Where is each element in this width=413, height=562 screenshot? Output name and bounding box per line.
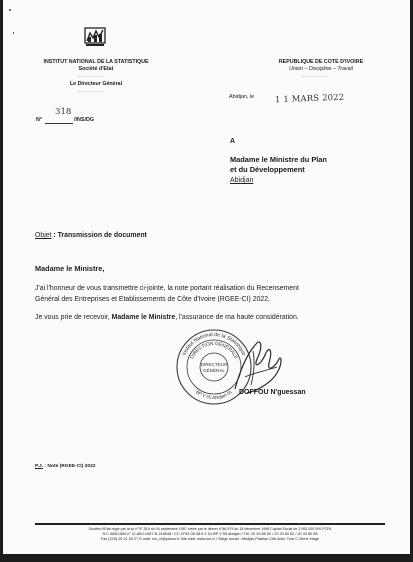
recipient-to: A (230, 138, 236, 145)
header-separator: --------------- (77, 88, 103, 93)
enclosure-line (35, 464, 96, 469)
scan-mark (9, 9, 11, 11)
scan-mark (13, 32, 14, 34)
stamp-outer-top: Institut National de la Statistique (181, 331, 247, 357)
paragraph-1-line-1: J'ai l'honneur de vous transmettre ci-jointe, la note portant réalisation du Recensement (35, 285, 299, 292)
letter-page (3, 0, 410, 554)
stamp-center-2: GÉNÉRAL (203, 368, 225, 373)
date-place: Abidjan, le (229, 94, 255, 100)
footer-line-2: R.C ABIDJAN n° CI-ABJ-1997-B-218548 / CC N°92-08.38.6 X 01 BP V 55 Abidjan / Tél. 20 33 88 60 / 20 33 80 62 / 20 33 80 58 (102, 532, 318, 536)
recipient-line-1: Madame le Ministre du Plan (230, 155, 327, 164)
reference-prefix: N° (36, 117, 43, 123)
header-separator: --------------- (301, 73, 327, 78)
footer-line-3: Fax (225) 20 21 63 27 E-mail: ins_ci@yahoo.fr Site web: www.ins.ci / Siège social : Abidjan-Plateau Cité Adm. Tour C 2ème étage (100, 537, 320, 541)
company-type: Société d'Etat (78, 66, 114, 72)
subject-line (35, 232, 147, 239)
national-motto: Union – Discipline – Travail (289, 66, 353, 72)
reference-underline (45, 123, 73, 124)
director-title: Le Directeur Général (69, 81, 123, 87)
republic-name: REPUBLIQUE DE COTE D'IVOIRE (278, 59, 364, 65)
footer-line-1: Société d'Etat régie par la loi n°97-519 du 04 septembre 1997 créée par le décret n°96-975 du 18 décembre 1996 Capital Social de 2 000 000 000 FCFA (88, 527, 332, 531)
handwritten-date: 1 1 MARS 2022 (274, 91, 345, 105)
ins-logo-icon (83, 25, 107, 49)
enclosure-label: P.J. (35, 464, 44, 469)
paragraph-1-line-2: Général des Entreprises et Etablissements de Côte d'Ivoire (RGEE-CI) 2022. (35, 296, 270, 303)
reference-suffix: /INS/DG (74, 117, 95, 123)
stamp-inner-top: DIRECTION GÉNÉRALE (189, 341, 239, 361)
salutation: Madame le Ministre, (35, 264, 105, 273)
stamp-center-1: DIRECTEUR (200, 362, 228, 367)
footer-rule (35, 523, 385, 525)
header-separator: --------------- (77, 73, 103, 78)
recipient-city: Abidjan (230, 177, 254, 184)
subject-text: : Transmission de document (51, 232, 147, 239)
stamp-outer-bottom: BP V 55 Abidjan 01 (195, 389, 233, 401)
enclosure-text: : Note (RGEE-CI) 2022 (43, 464, 96, 469)
institute-name: INSTITUT NATIONAL DE LA STATISTIQUE (43, 59, 149, 65)
reference-number: 318 (55, 107, 72, 117)
recipient-line-2: et du Développement (230, 165, 305, 174)
signatory-name: DOFFOU N'guessan (239, 389, 306, 396)
subject-label: Objet (35, 232, 52, 239)
paragraph-2: Je vous prie de recevoir, Madame le Ministre, l'assurance de ma haute considération. (35, 314, 299, 321)
